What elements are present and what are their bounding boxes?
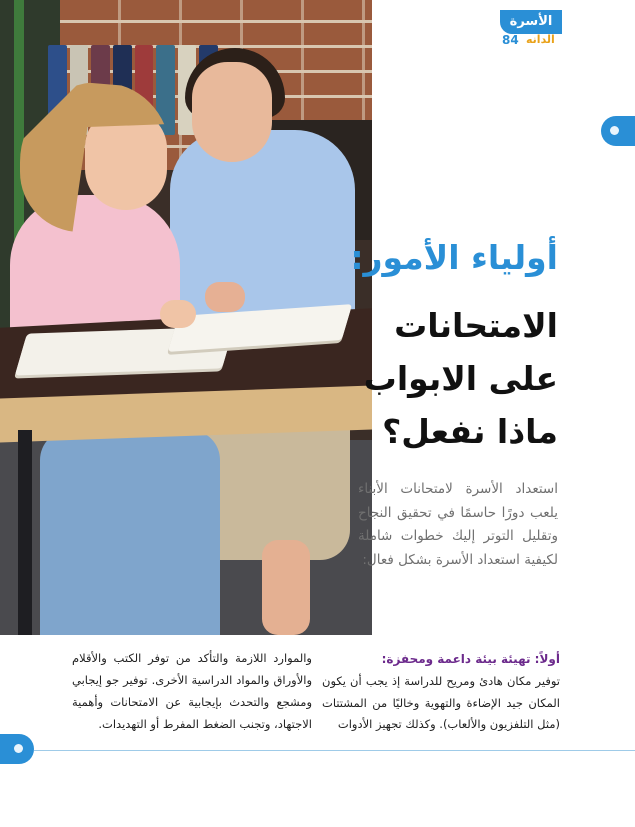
divider bbox=[34, 750, 635, 751]
section-heading: أولاً: تهيئة بيئة داعمة ومحفزة: bbox=[381, 652, 560, 666]
page-marker-left bbox=[0, 734, 34, 764]
body-column-left: والموارد اللازمة والتأكد من توفر الكتب والأقلام والأوراق والمواد الدراسية الأخرى. توفير جو إيجابي ومشجع والتحدث بإيجابية عن الامتحانات وأهمية الاجتهاد، وتجنب الضغط المفرط أو التهديدات. bbox=[72, 651, 312, 731]
intro-paragraph: استعداد الأسرة لامتحانات الأبناء يلعب دورًا حاسمًا في تحقيق النجاح وتقليل التوتر إليك خطوات شاملة لكيفية استعداد الأسرة بشكل فعال: bbox=[358, 481, 558, 568]
title-line: ماذا نفعل؟ bbox=[382, 411, 558, 451]
section-tab: الأسرة bbox=[500, 10, 562, 34]
article-title bbox=[318, 300, 558, 458]
dot-icon bbox=[610, 126, 619, 135]
page-marker-right bbox=[601, 116, 635, 146]
body-paragraph: توفير مكان هادئ ومريح للدراسة إذ يجب أن يكون المكان جيد الإضاءة والتهوية وخاليًا من المشتتات (مثل التلفزيون والألعاب). وكذلك تجهيز الأدوات bbox=[322, 673, 560, 732]
title-line: الامتحانات bbox=[394, 306, 558, 345]
body-column-right bbox=[322, 648, 560, 736]
page-number: 84 bbox=[502, 33, 519, 47]
article-kicker: أولياء الأمور: bbox=[350, 238, 558, 277]
hero-photo bbox=[0, 0, 372, 635]
dot-icon bbox=[14, 744, 23, 753]
title-line: على الابواب bbox=[363, 358, 558, 398]
brand-logo: الدانه bbox=[526, 33, 555, 46]
